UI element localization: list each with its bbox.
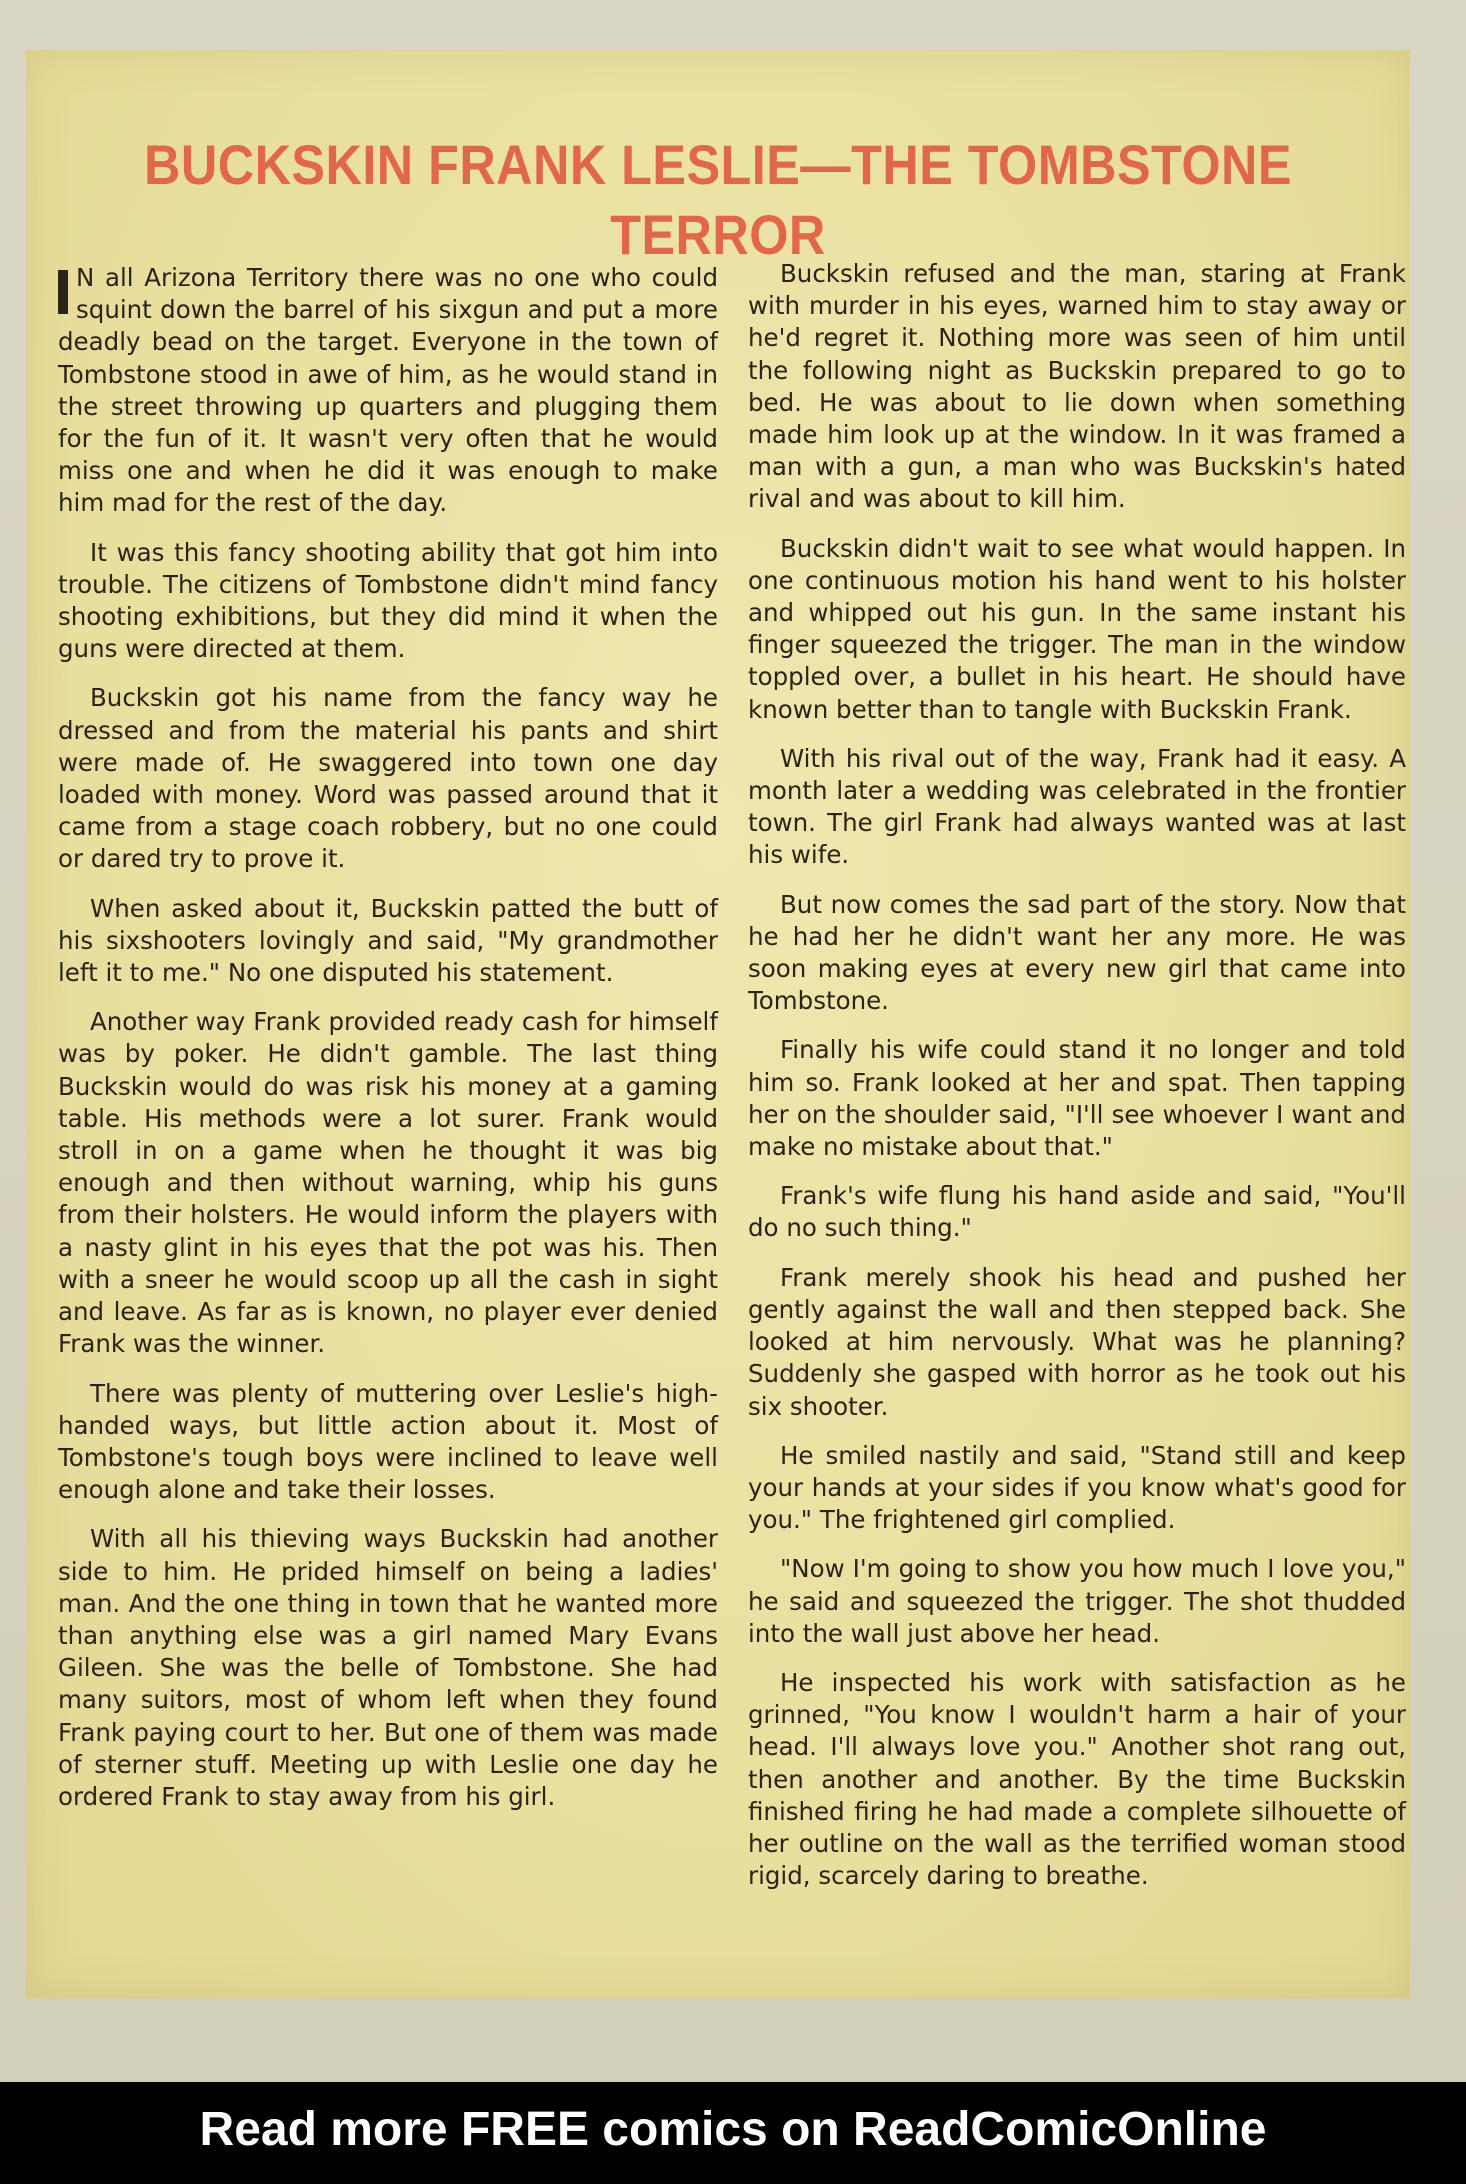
paragraph: When asked about it, Buckskin patted the butt of his sixshooters lovingly and said, "My grandmother left it to me." No one disputed his statement.	[58, 893, 718, 988]
paragraph: Buckskin didn't wait to see what would happen. In one continuous motion his hand went to his holster and whipped out his gun. In the same instant his finger squeezed the trigger. The man in the window toppled over, a bullet in his heart. He should have known better than to tangle with Buckskin Frank.	[748, 533, 1406, 724]
paragraph: With his rival out of the way, Frank had it easy. A month later a wedding was celebrated in the frontier town. The girl Frank had always wanted was at last his wife.	[748, 743, 1406, 870]
paragraph: "Now I'm going to show you how much I love you," he said and squeezed the trigger. The shot thudded into the wall just above her head.	[748, 1554, 1406, 1648]
paragraph: Buckskin got his name from the fancy way he dressed and from the material his pants and shirt were made of. He swaggered into town one day loaded with money. Word was passed around that it came from a stage coach robbery, but no one could or dared try to prove it.	[58, 683, 718, 874]
drop-cap-i	[58, 270, 68, 314]
paragraph: Finally his wife could stand it no longer and told him so. Frank looked at her and spat. Then tapping her on the shoulder said, "I'll see whoever I want and make no mistake about that."	[748, 1035, 1406, 1162]
paragraph: Frank's wife flung his hand aside and said, "You'll do no such thing."	[748, 1181, 1406, 1243]
paragraph	[58, 262, 718, 520]
story-title: BUCKSKIN FRANK LESLIE—THE TOMBSTONE TERROR	[144, 133, 1292, 266]
paragraph: But now comes the sad part of the story. Now that he had her he didn't want her any more. He was soon making eyes at every new girl that came into Tombstone.	[748, 889, 1406, 1016]
paragraph: He smiled nastily and said, "Stand still and keep your hands at your sides if you know what's good for you." The frightened girl complied.	[748, 1440, 1406, 1535]
footer-link[interactable]: Read more FREE comics on ReadComicOnline	[199, 2103, 1267, 2156]
paragraph: With all his thieving ways Buckskin had another side to him. He prided himself on being a ladies' man. And the one thing in town that he wanted more than anything else was a girl named Mary Evans Gileen. She was the belle of Tombstone. She had many suitors, most of whom left when they found Frank paying court to her. But one of them was made of sterner stuff. Meeting up with Leslie one day he ordered Frank to stay away from his girl.	[58, 1524, 718, 1811]
right-column	[748, 258, 1406, 1909]
left-column	[58, 262, 718, 1830]
paragraph: Another way Frank provided ready cash for himself was by poker. He didn't gamble. The last thing Buckskin would do was risk his money at a gaming table. His methods were a lot surer. Frank would stroll in on a game when he thought it was big enough and then without warning, whip his guns from their holsters. He would inform the players with a nasty glint in his eyes that the pot was his. Then with a sneer he would scoop up all the cash in sight and leave. As far as is known, no player ever denied Frank was the winner.	[58, 1007, 718, 1359]
paragraph: It was this fancy shooting ability that got him into trouble. The citizens of Tombstone didn't mind fancy shooting exhibitions, but they did mind it when the guns were directed at them.	[58, 537, 718, 664]
paragraph: There was plenty of muttering over Leslie's high-handed ways, but little action about it. Most of Tombstone's tough boys were inclined to leave well enough alone and take their losses.	[58, 1378, 718, 1505]
paragraph: Buckskin refused and the man, staring at Frank with murder in his eyes, warned him to stay away or he'd regret it. Nothing more was seen of him until the following night as Buckskin prepared to go to bed. He was about to lie down when something made him look up at the window. In it was framed a man with a gun, a man who was Buckskin's hated rival and was about to kill him.	[748, 259, 1406, 514]
paragraph-text: N all Arizona Territory there was no one who could squint down the barrel of his sixgun and put a more deadly bead on the target. Everyone in the town of Tombstone stood in awe of him, as he would stand in the street throwing up quarters and plugging them for the fun of it. It wasn't very often that he would miss one and when he did it was enough to make him mad for the rest of the day.	[58, 263, 718, 518]
paragraph: Frank merely shook his head and pushed her gently against the wall and then stepped back. She looked at him nervously. What was he planning? Suddenly she gasped with horror as he took out his six shooter.	[748, 1262, 1406, 1421]
paragraph: He inspected his work with satisfaction as he grinned, "You know I wouldn't harm a hair of your head. I'll always love you." Another shot rang out, then another and another. By the time Buckskin finished firing he had made a complete silhouette of her outline on the wall as the terrified woman stood rigid, scarcely daring to breathe.	[748, 1667, 1406, 1891]
